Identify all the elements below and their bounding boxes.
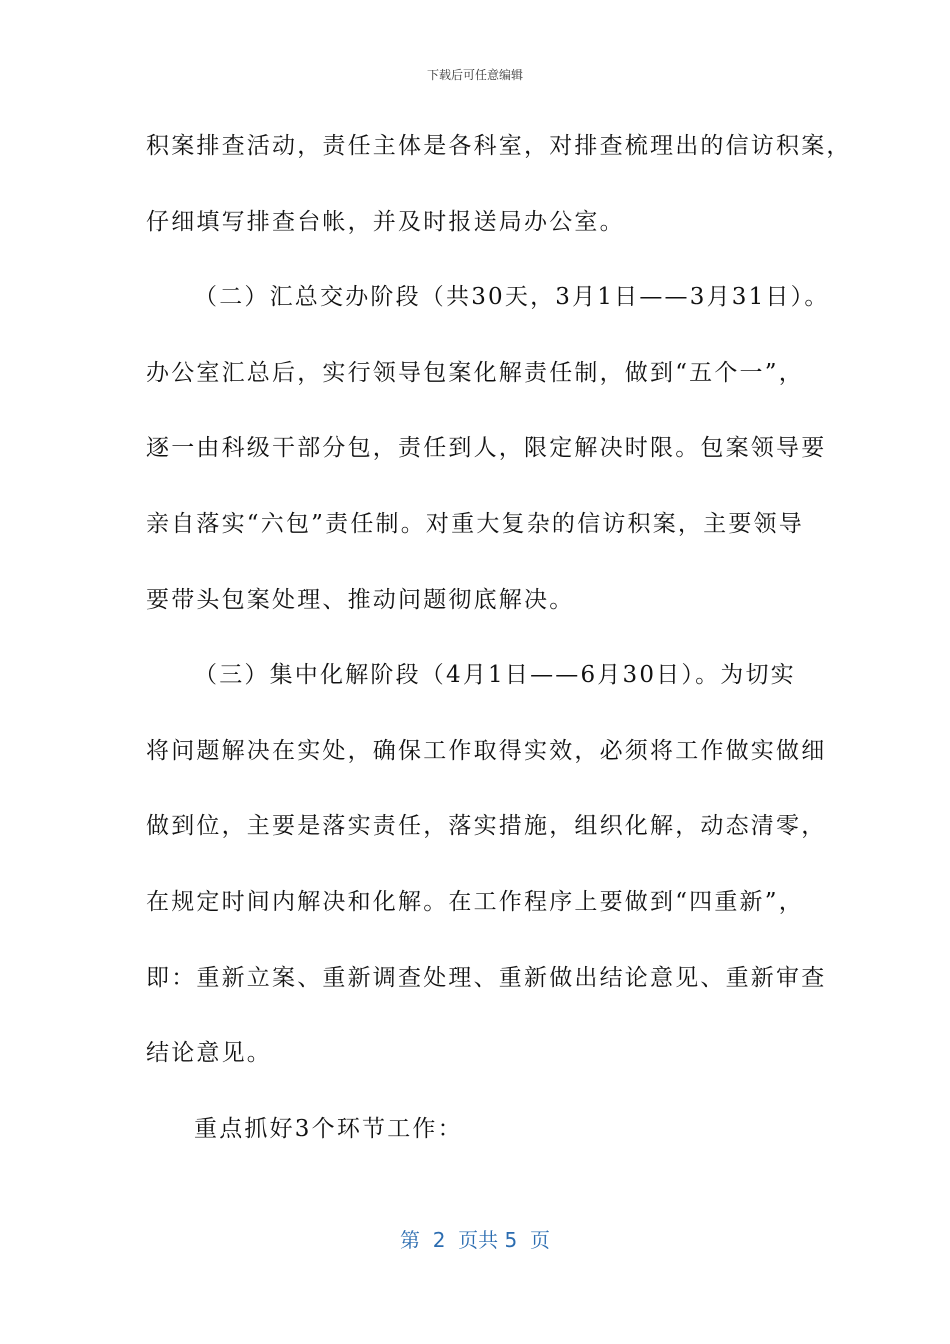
body-line: 仔细填写排查台帐，并及时报送局办公室。 [146,208,625,235]
body-line: 积案排查活动，责任主体是各科室，对排查梳理出的信访积案， [146,133,852,159]
body-line: 做到位，主要是落实责任，落实措施，组织化解，动态清零， [146,813,827,840]
body-line: 结论意见。 [146,1040,272,1067]
body-line: 将问题解决在实处，确保工作取得实效，必须将工作做实做细 [146,737,827,764]
section-heading-line: （二）汇总交办阶段（共30天，3月1日——3月31日）。 [194,284,830,311]
body-line: 亲自落实“六包”责任制。对重大复杂的信访积案，主要领导 [146,510,804,537]
body-line: 要带头包案处理、推动问题彻底解决。 [146,586,575,613]
page-header: 下载后可任意编辑 [426,68,523,82]
page-footer: 第 2 页共 5 页 [400,1228,550,1252]
body-line: 即：重新立案、重新调查处理、重新做出结论意见、重新审查 [146,964,827,991]
body-line: 办公室汇总后，实行领导包案化解责任制，做到“五个一”， [146,359,804,386]
body-line: 重点抓好3个环节工作： [194,1115,463,1142]
body-line: 在规定时间内解决和化解。在工作程序上要做到“四重新”， [146,888,804,915]
section-heading-line: （三）集中化解阶段（4月1日——6月30日）。为切实 [194,662,796,689]
body-line: 逐一由科级干部分包，责任到人，限定解决时限。包案领导要 [146,435,827,462]
document-body [146,118,852,1176]
